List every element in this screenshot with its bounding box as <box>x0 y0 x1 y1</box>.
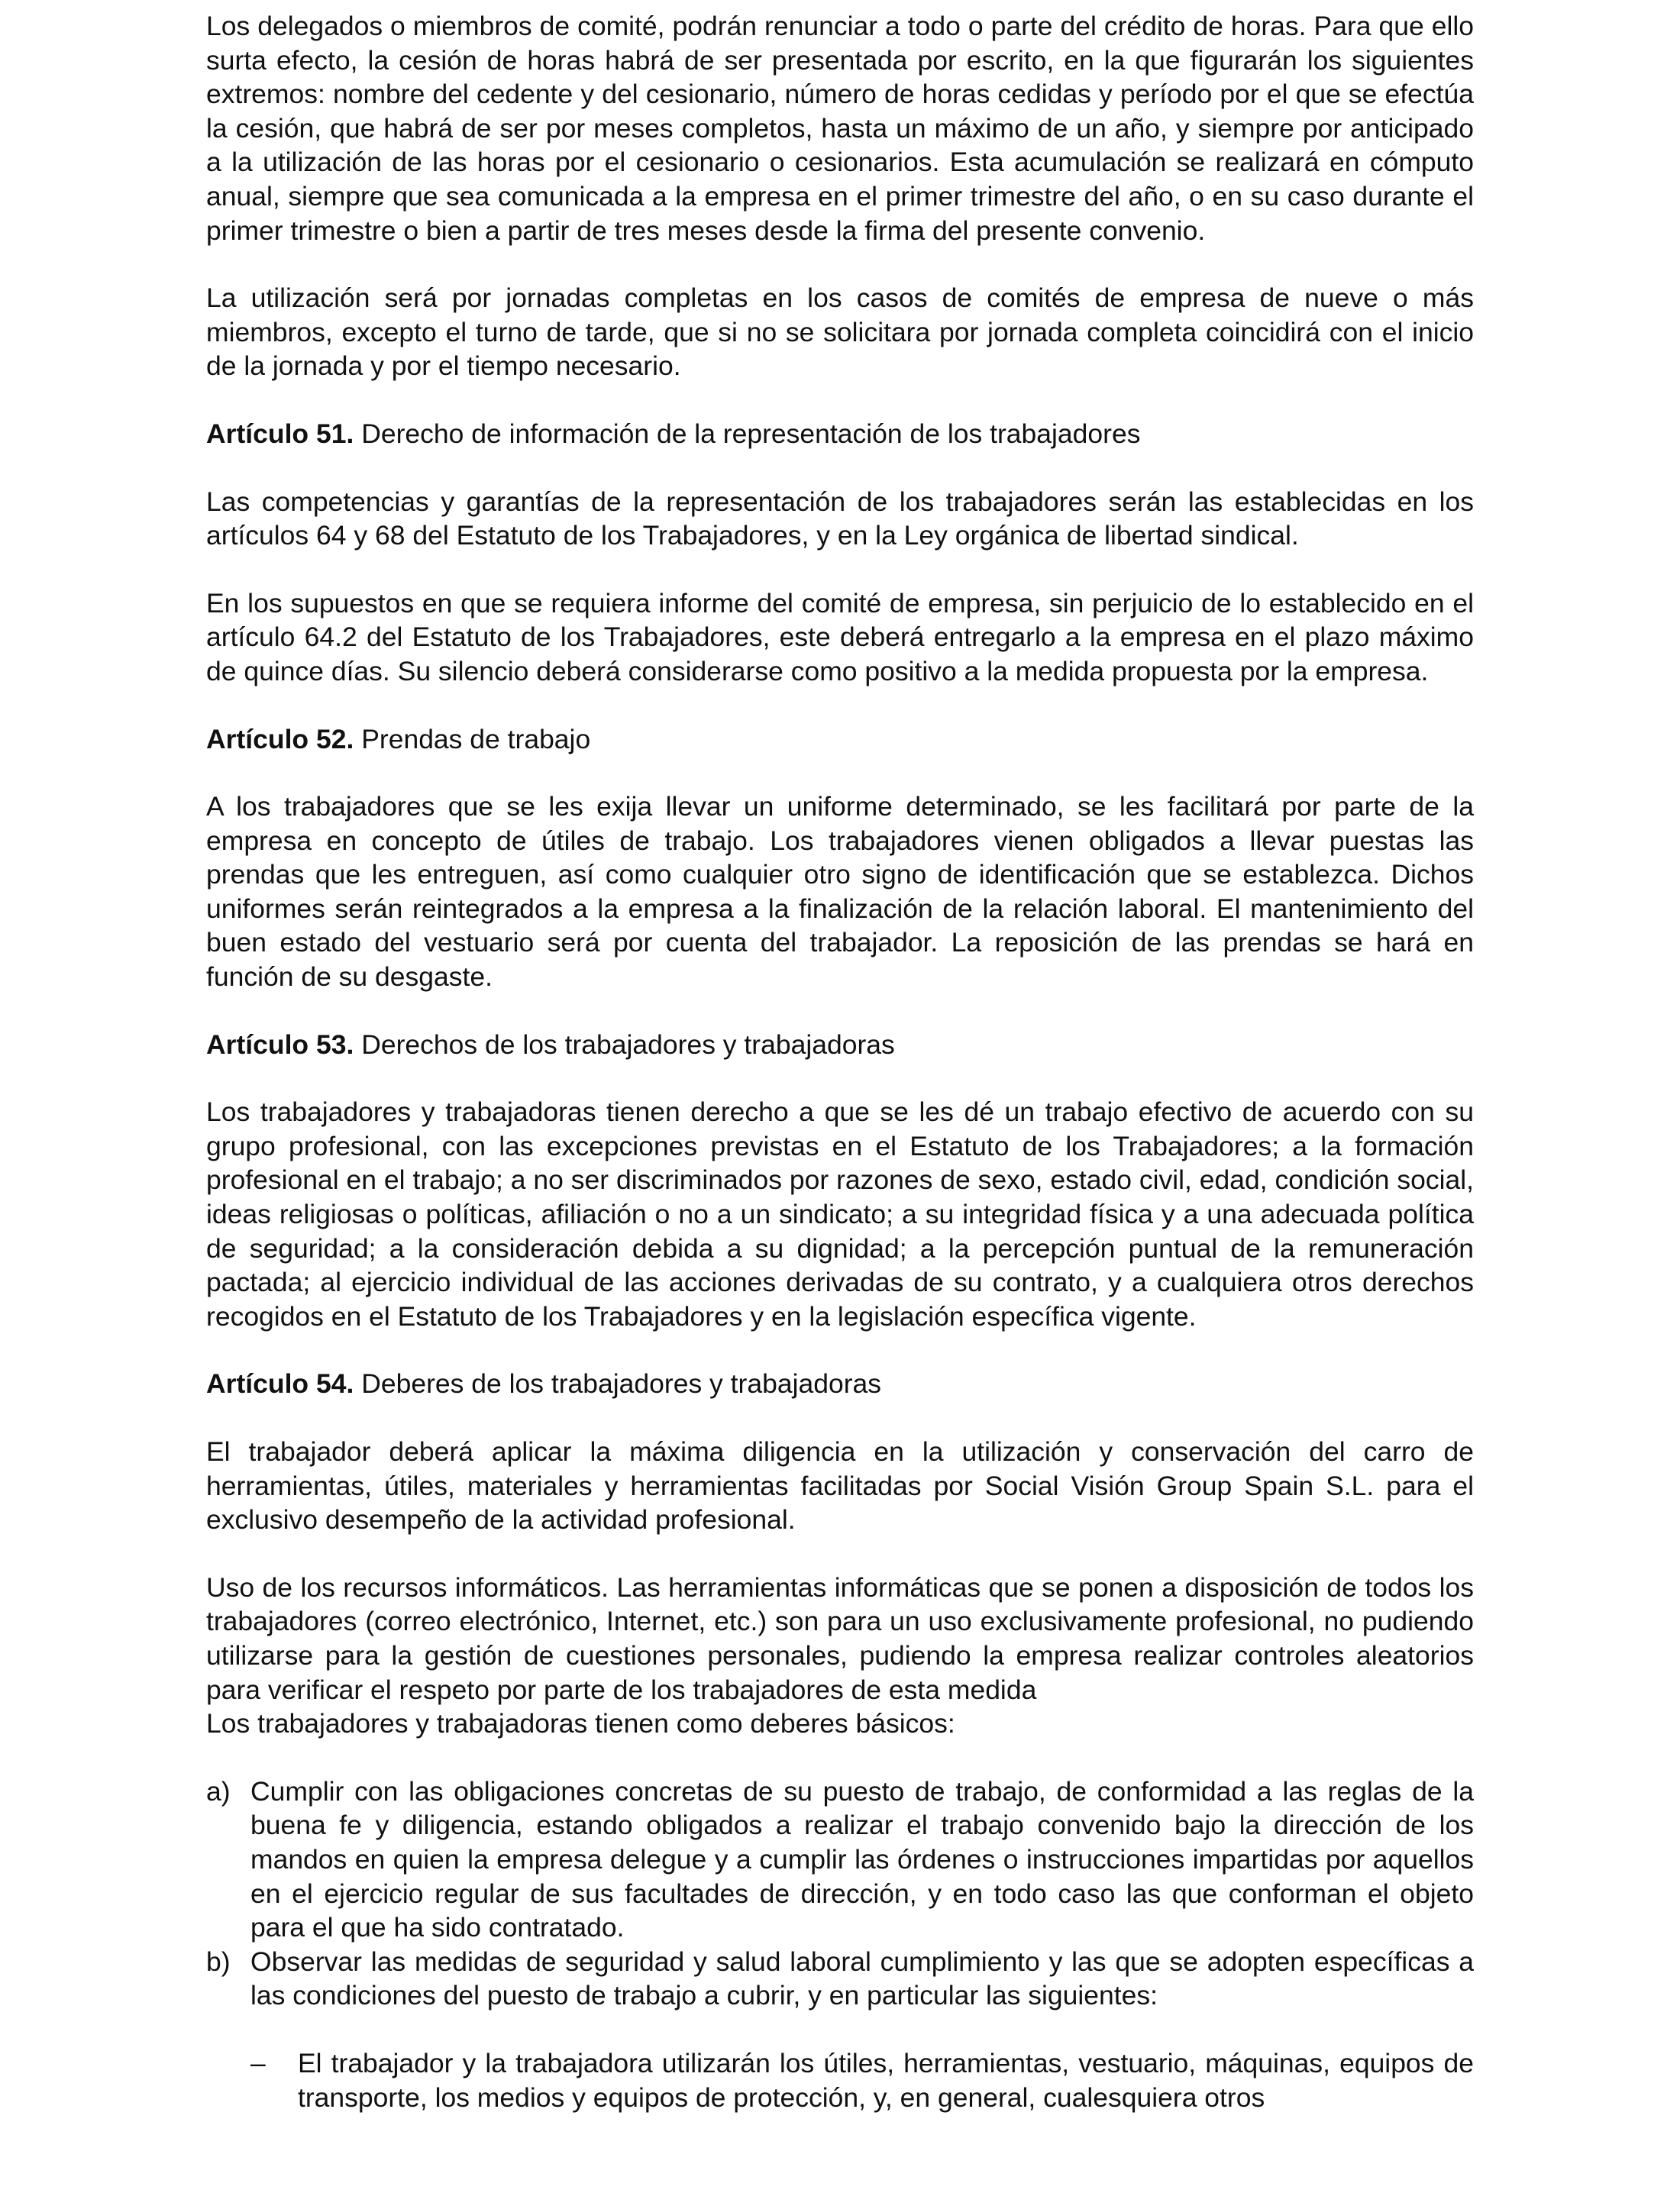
list-item <box>206 2046 1474 2114</box>
list-item-text: Observar las medidas de seguridad y salud laboral cumplimiento y las que se adopten específicas a las condiciones del puesto de trabajo a cubrir, y en particular las siguientes: <box>250 1946 1474 2011</box>
duties-list <box>206 1775 1474 2013</box>
spacer <box>206 2013 1474 2046</box>
paragraph-derechos: Los trabajadores y trabajadoras tienen derecho a que se les dé un trabajo efectivo de acuerdo con su grupo profesional, con las excepciones previstas en el Estatuto de los Trabajadores; a la formación profesional en el trabajo; a no ser discriminados por razones de sexo, estado civil, edad, condición social, ideas religiosas o políticas, afiliación o no a un sindicato; a su integridad física y a una adecuada política de seguridad; a la consideración debida a su dignidad; a la percepción puntual de la remuneración pactada; al ejercicio individual de las acciones derivadas de su contrato, y a cualquiera otros derechos recogidos en el Estatuto de los Trabajadores y en la legislación específica vigente. <box>206 1096 1474 1332</box>
article-52-number: Artículo 52. <box>206 723 354 754</box>
paragraph-recursos-informaticos: Uso de los recursos informáticos. Las herramientas informáticas que se ponen a disposición de todos los trabajadores (correo electrónico, Internet, etc.) son para un uso exclusivamente profesional, no pudiendo utilizarse para la gestión de cuestiones personales, pudiendo la empresa realizar controles aleatorios para verificar el respeto por parte de los trabajadores de esta medida <box>206 1571 1474 1705</box>
dash-marker: – <box>250 2047 266 2078</box>
article-52-title: Prendas de trabajo <box>361 723 591 754</box>
paragraph-credit-hours: Los delegados o miembros de comité, podrán renunciar a todo o parte del crédito de horas. Para que ello surta efecto, la cesión de horas habrá de ser presentada por escrito, en la que figurarán los siguientes extremos: nombre del cedente y del cesionario, número de horas cedidas y período por el que se efectúa la cesión, que habrá de ser por meses completos, hasta un máximo de un año, y siempre por anticipado a la utilización de las horas por el cesionario o cesionarios. Esta acumulación se realizará en cómputo anual, siempre que sea comunicada a la empresa en el primer trimestre del año, o en su caso durante el primer trimestre o bien a partir de tres meses desde la firma del presente convenio. <box>206 11 1474 246</box>
paragraph-uniformes: A los trabajadores que se les exija llevar un uniforme determinado, se les facilitará por parte de la empresa en concepto de útiles de trabajo. Los trabajadores vienen obligados a llevar puestas las prendas que les entreguen, así como cualquier otro signo de identificación que se establezca. Dichos uniformes serán reintegrados a la empresa a la finalización de la relación laboral. El mantenimiento del buen estado del vestuario será por cuenta del trabajador. La reposición de las prendas se hará en función de su desgaste. <box>206 791 1474 993</box>
article-52-heading <box>206 722 1474 757</box>
article-54-title: Deberes de los trabajadores y trabajadoras <box>361 1368 882 1400</box>
list-item <box>206 1775 1474 1945</box>
article-54-number: Artículo 54. <box>206 1368 354 1400</box>
list-item-text: El trabajador y la trabajadora utilizarán los útiles, herramientas, vestuario, máquinas, equipos de transporte, los medios y equipos de protección, y, en general, cualesquiera otros <box>298 2047 1474 2113</box>
article-51-number: Artículo 51. <box>206 418 354 449</box>
list-marker: b) <box>206 1946 231 1977</box>
list-item <box>206 1945 1474 2013</box>
paragraph-full-days: La utilización será por jornadas completas en los casos de comités de empresa de nueve o más miembros, excepto el turno de tarde, que si no se solicitara por jornada completa coincidirá con el inicio de la jornada y por el tiempo necesario. <box>206 283 1474 382</box>
paragraph-diligencia: El trabajador deberá aplicar la máxima diligencia en la utilización y conservación del carro de herramientas, útiles, materiales y herramientas facilitadas por Social Visión Group Spain S.L. para el exclusivo desempeño de la actividad profesional. <box>206 1436 1474 1536</box>
paragraph-informe-comite: En los supuestos en que se requiera informe del comité de empresa, sin perjuicio de lo establecido en el artículo 64.2 del Estatuto de los Trabajadores, este deberá entregarlo a la empresa en el plazo máximo de quince días. Su silencio deberá considerarse como positivo a la medida propuesta por la empresa. <box>206 587 1474 686</box>
article-54-heading <box>206 1367 1474 1401</box>
article-53-title: Derechos de los trabajadores y trabajadoras <box>361 1029 895 1060</box>
article-51-title: Derecho de información de la representación de los trabajadores <box>361 418 1141 449</box>
article-53-heading <box>206 1028 1474 1062</box>
paragraph-deberes-basicos: Los trabajadores y trabajadoras tienen como deberes básicos: <box>206 1708 955 1739</box>
list-marker: a) <box>206 1775 231 1807</box>
article-53-number: Artículo 53. <box>206 1029 354 1060</box>
paragraph-competencias: Las competencias y garantías de la representación de los trabajadores serán las establecidas en los artículos 64 y 68 del Estatuto de los Trabajadores, y en la Ley orgánica de libertad sindical. <box>206 486 1474 551</box>
list-item-text: Cumplir con las obligaciones concretas de su puesto de trabajo, de conformidad a las reglas de la buena fe y diligencia, estando obligados a realizar el trabajo convenido bajo la dirección de los mandos en quien la empresa delegue y a cumplir las órdenes o instrucciones impartidas por aquellos en el ejercicio regular de sus facultades de dirección, y en todo caso las que conforman el objeto para el que ha sido contratado. <box>250 1775 1474 1943</box>
sub-duties-list <box>206 2046 1474 2114</box>
article-51-heading <box>206 417 1474 451</box>
document-page <box>206 9 1474 2114</box>
